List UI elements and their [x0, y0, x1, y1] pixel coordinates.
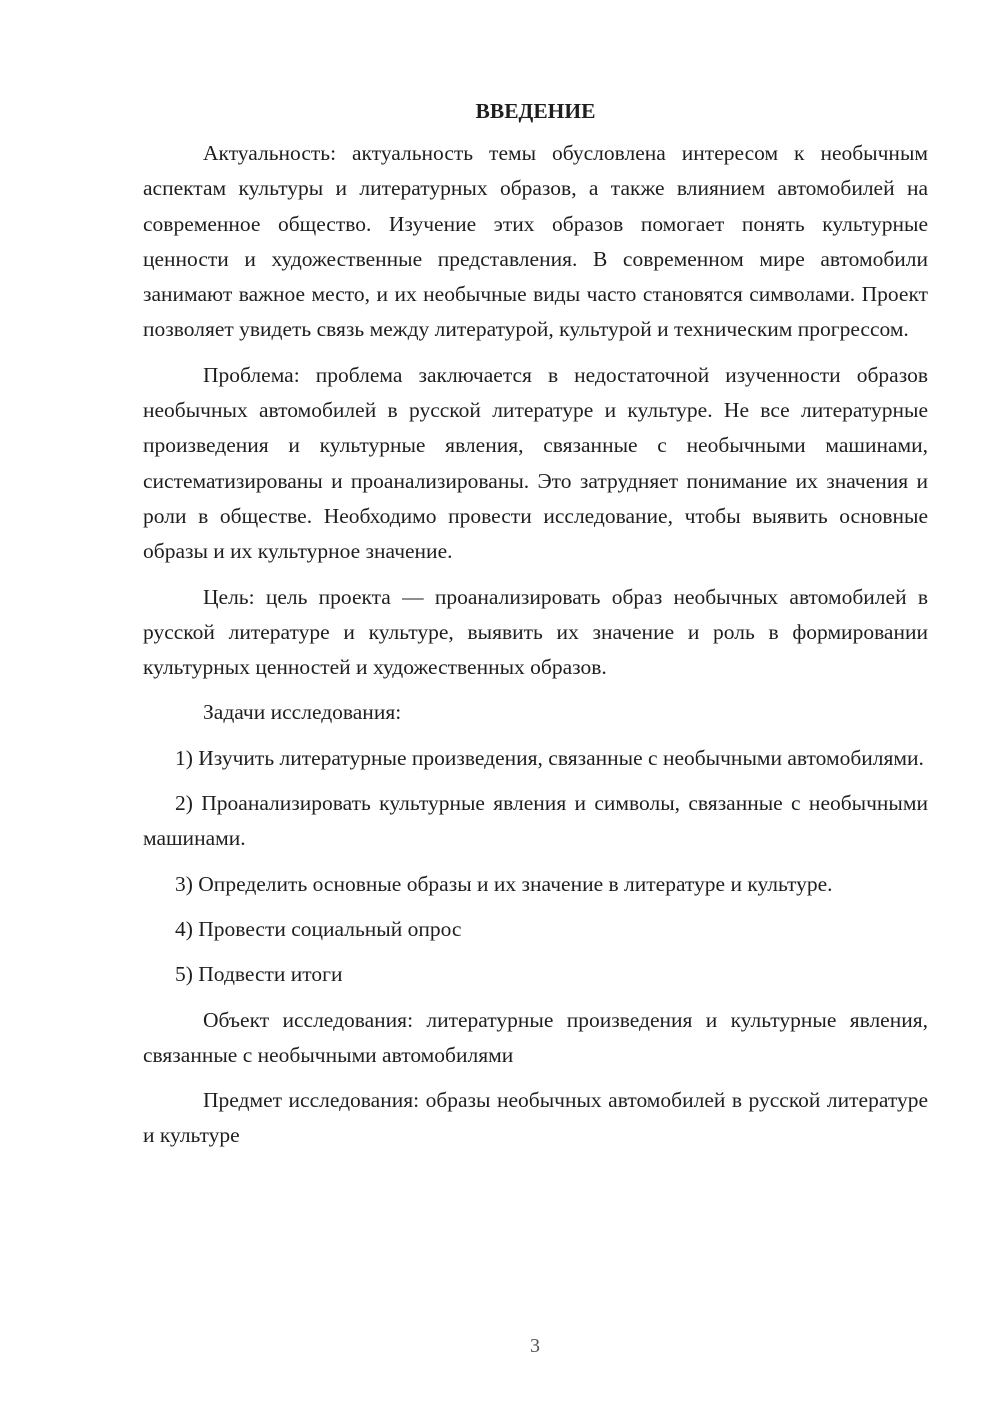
tasks-heading: Задачи исследования: [203, 700, 402, 725]
goal-paragraph: Цель: цель проекта — проанализировать образ необычных автомобилей в русской литературе и культуре, выявить их значение и роль в формировании культурных ценностей и художественных образов. [143, 584, 928, 680]
section-title: ВВЕДЕНИЕ [475, 99, 596, 123]
subject-paragraph: Предмет исследования: образы необычных автомобилей в русской литературе и культуре [143, 1088, 928, 1148]
page-content [143, 96, 928, 1164]
relevance-paragraph: Актуальность: актуальность темы обусловлена интересом к необычным аспектам культуры и литературных образов, а также влиянием автомобилей на современное общество. Изучение этих образов помогает понять культурные ценности и художественные представления. В современном мире автомобили занимают важное место, и их необычные виды часто становятся символами. Проект позволяет увидеть связь между литературой, культурой и техническим прогрессом. [143, 141, 928, 342]
task-item-4: 4) Провести социальный опрос [175, 916, 462, 941]
task-item-2: 2) Проанализировать культурные явления и символы, связанные с необычными машинами. [143, 791, 928, 851]
page-number: 3 [530, 1335, 540, 1357]
problem-paragraph: Проблема: проблема заключается в недостаточной изученности образов необычных автомобилей в русской литературе и культуре. Не все литературные произведения и культурные явления, связанные с необычными машинами, систематизированы и проанализированы. Это затрудняет понимание их значения и роли в обществе. Необходимо провести исследование, чтобы выявить основные образы и их культурное значение. [143, 362, 928, 564]
task-item-5: 5) Подвести итоги [175, 962, 343, 987]
object-paragraph: Объект исследования: литературные произведения и культурные явления, связанные с необычными автомобилями [143, 1007, 928, 1067]
task-item-1: 1) Изучить литературные произведения, связанные с необычными автомобилями. [175, 745, 924, 770]
task-item-3: 3) Определить основные образы и их значение в литературе и культуре. [175, 871, 833, 896]
